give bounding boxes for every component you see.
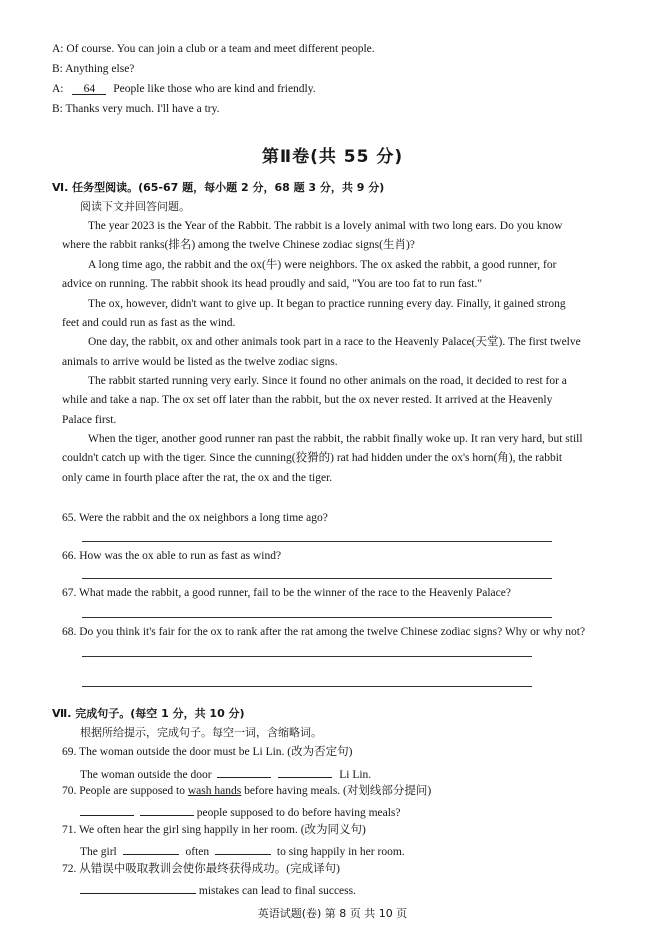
answer-line-68a[interactable] <box>82 656 532 657</box>
dialogue-b2: B: Thanks very much. I'll have a try. <box>52 103 220 115</box>
page-footer: 英语试题(卷) 第 8 页 共 10 页 <box>257 907 408 920</box>
passage-p3-l2: feet and could run as fast as the wind. <box>62 317 236 329</box>
blank-70a[interactable] <box>80 803 134 816</box>
answer-69-pre: The woman outside the door <box>80 769 212 781</box>
answer-70 <box>80 803 401 821</box>
dialogue-a2-text: People like those who are kind and friendly. <box>113 83 316 95</box>
dialogue-a2-prefix: A: <box>52 83 64 95</box>
part-title: 第Ⅱ卷(共 55 分) <box>261 147 404 167</box>
answer-71-mid: often <box>185 846 210 858</box>
passage-p1-l1: The year 2023 is the Year of the Rabbit. The rabbit is a lovely animal with two long ears. Do you know <box>88 220 563 232</box>
answer-69-post: Li Lin. <box>339 769 372 781</box>
passage-p6-l3: only came in fourth place after the rat, the ox and the tiger. <box>62 472 333 484</box>
blank-64[interactable]: 64 <box>72 82 106 95</box>
dialogue-a2 <box>52 82 316 97</box>
answer-72 <box>80 881 356 899</box>
answer-69 <box>80 765 371 783</box>
dialogue-a1: A: Of course. You can join a club or a team and meet different people. <box>52 43 375 55</box>
question-67: 67. What made the rabbit, a good runner, fail to be the winner of the race to the Heavenly Palace? <box>62 587 511 599</box>
question-70-post: before having meals. (对划线部分提问) <box>244 785 432 797</box>
passage-p3-l1: The ox, however, didn't want to give up. It began to practice running every day. Finally, it gained strong <box>88 298 566 310</box>
answer-72-post: mistakes can lead to final success. <box>198 885 356 897</box>
dialogue-b1: B: Anything else? <box>52 63 135 75</box>
answer-71-post: to sing happily in her room. <box>276 846 405 858</box>
passage-p4-l2: animals to arrive would be listed as the twelve zodiac signs. <box>62 356 338 368</box>
blank-71b[interactable] <box>215 842 271 855</box>
passage-p2-l2: advice on running. The rabbit shook its head proudly and said, "You are too fat to run fast." <box>62 278 483 290</box>
passage-p1-l2: where the rabbit ranks(排名) among the twelve Chinese zodiac signs(生肖)? <box>62 239 415 251</box>
question-71: 71. We often hear the girl sing happily in her room. (改为同义句) <box>62 824 366 836</box>
question-69: 69. The woman outside the door must be Li Lin. (改为否定句) <box>62 746 353 758</box>
answer-line-65[interactable] <box>82 541 552 542</box>
question-66: 66. How was the ox able to run as fast as wind? <box>62 550 282 562</box>
answer-71 <box>80 842 405 860</box>
section7-instruction: 根据所给提示，完成句子。每空一词，含缩略词。 <box>80 726 322 739</box>
question-70-underlined: wash hands <box>187 785 242 797</box>
blank-69b[interactable] <box>278 765 332 778</box>
blank-70b[interactable] <box>140 803 194 816</box>
blank-72[interactable] <box>80 881 196 894</box>
answer-line-68b[interactable] <box>82 686 532 687</box>
question-72: 72. 从错误中吸取教训会使你最终获得成功。(完成译句) <box>62 863 340 875</box>
passage-p6-l2: couldn't catch up with the tiger. Since the cunning(狡猾的) rat had hidden under the ox's horn(角), the rabbit <box>62 452 563 464</box>
section6-heading: Ⅵ. 任务型阅读。(65-67 题，每小题 2 分，68 题 3 分，共 9 分) <box>52 181 385 194</box>
passage-p5-l2: while and take a nap. The ox set off later than the rabbit, but the ox never rested. It arrived at the Heavenly <box>62 394 553 406</box>
answer-line-67[interactable] <box>82 617 552 618</box>
answer-line-66[interactable] <box>82 578 552 579</box>
passage-p4-l1: One day, the rabbit, ox and other animals took part in a race to the Heavenly Palace(天堂). The first twelve <box>88 336 581 348</box>
answer-70-post: people supposed to do before having meals? <box>196 807 401 819</box>
passage-p5-l3: Palace first. <box>62 414 117 426</box>
question-65: 65. Were the rabbit and the ox neighbors a long time ago? <box>62 512 328 524</box>
question-70 <box>62 784 431 799</box>
question-70-pre: 70. People are supposed to <box>62 785 185 797</box>
blank-71a[interactable] <box>123 842 179 855</box>
blank-69a[interactable] <box>217 765 271 778</box>
section6-instruction: 阅读下文并回答问题。 <box>80 200 190 213</box>
section7-heading: Ⅶ. 完成句子。(每空 1 分，共 10 分) <box>52 707 245 720</box>
passage-p5-l1: The rabbit started running very early. Since it found no other animals on the road, it decided to rest for a <box>88 375 567 387</box>
answer-71-pre: The girl <box>80 846 117 858</box>
question-68: 68. Do you think it's fair for the ox to rank after the rat among the twelve Chinese zodiac signs? Why or why not? <box>62 626 586 638</box>
passage-p6-l1: When the tiger, another good runner ran past the rabbit, the rabbit finally woke up. It ran very hard, but still <box>88 433 583 445</box>
passage-p2-l1: A long time ago, the rabbit and the ox(牛) were neighbors. The ox asked the rabbit, a good runner, for <box>88 259 557 271</box>
